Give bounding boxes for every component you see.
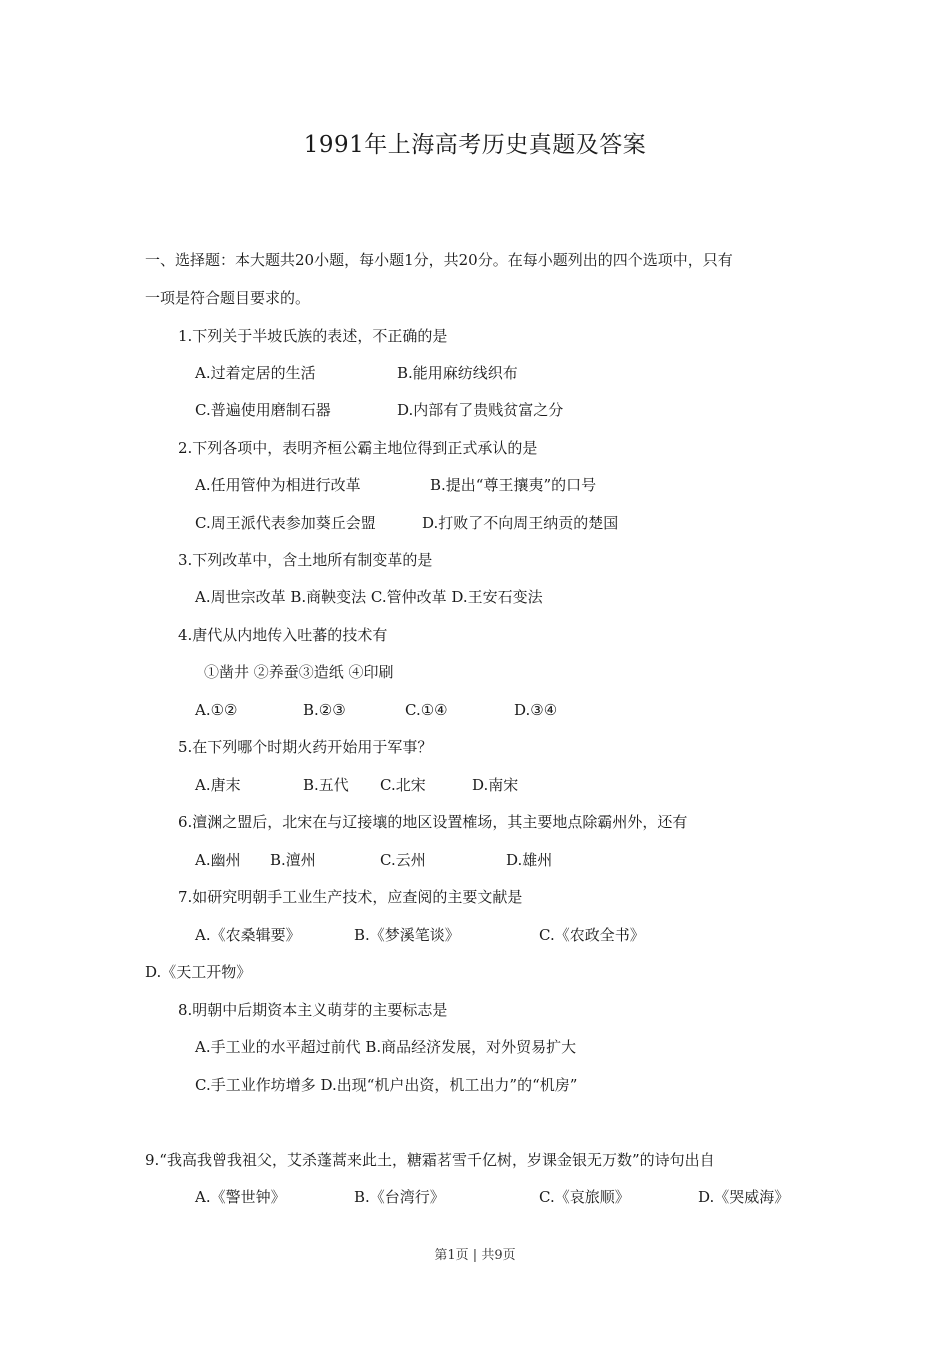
question-5-option-b: B.五代 [303, 776, 349, 794]
question-2-option-c: C.周王派代表参加葵丘会盟 [195, 514, 376, 532]
question-4-option-b: B.②③ [303, 701, 346, 719]
question-7-option-a: A.《农桑辑要》 [195, 926, 301, 944]
question-8-options-line2: C.手工业作坊增多 D.出现“机户出资，机工出力”的“机房” [195, 1076, 578, 1094]
question-9-option-c: C.《哀旅顺》 [539, 1188, 630, 1206]
question-5-option-c: C.北宋 [380, 776, 426, 794]
question-9-option-a: A.《警世钟》 [195, 1188, 286, 1206]
question-5-option-d: D.南宋 [472, 776, 519, 794]
question-8-stem: 8.明朝中后期资本主义萌芽的主要标志是 [178, 1001, 448, 1019]
question-7-stem: 7.如研究明朝手工业生产技术，应查阅的主要文献是 [178, 888, 523, 906]
question-7-option-d: D.《天工开物》 [145, 963, 252, 981]
question-5-stem: 5.在下列哪个时期火药开始用于军事？ [178, 738, 433, 756]
question-6-option-b: B.澶州 [270, 851, 316, 869]
question-4-option-a: A.①② [195, 701, 238, 719]
question-6-option-a: A.幽州 [195, 851, 241, 869]
question-3-stem: 3.下列改革中，含土地所有制变革的是 [178, 551, 433, 569]
question-8-options-line1: A.手工业的水平超过前代 B.商品经济发展，对外贸易扩大 [195, 1038, 577, 1056]
question-4-stem: 4.唐代从内地传入吐蕃的技术有 [178, 626, 388, 644]
section-instruction-line1: 一、选择题：本大题共20小题，每小题1分，共20分。在每小题列出的四个选项中，只有 [145, 251, 733, 269]
question-1-option-b: B.能用麻纺线织布 [397, 364, 518, 382]
question-9-option-d: D.《哭威海》 [698, 1188, 790, 1206]
question-7-option-c: C.《农政全书》 [539, 926, 645, 944]
page-footer: 第1页 | 共9页 [434, 1248, 516, 1263]
question-6-option-d: D.雄州 [506, 851, 553, 869]
question-4-option-d: D.③④ [514, 701, 558, 719]
question-4-items: ①凿井 ②养蚕③造纸 ④印刷 [204, 663, 394, 681]
question-1-option-c: C.普遍使用磨制石器 [195, 401, 331, 419]
section-instruction-line2: 一项是符合题目要求的。 [145, 289, 311, 307]
question-6-option-c: C.云州 [380, 851, 426, 869]
question-4-option-c: C.①④ [405, 701, 448, 719]
question-7-option-b: B.《梦溪笔谈》 [354, 926, 460, 944]
question-2-option-d: D.打败了不向周王纳贡的楚国 [422, 514, 619, 532]
question-5-option-a: A.唐末 [195, 776, 241, 794]
question-2-option-a: A.任用管仲为相进行改革 [195, 476, 361, 494]
question-2-option-b: B.提出“尊王攘夷”的口号 [430, 476, 597, 494]
page-title: 1991年上海高考历史真题及答案 [303, 132, 647, 158]
question-1-option-a: A.过着定居的生活 [195, 364, 316, 382]
question-6-stem: 6.澶渊之盟后，北宋在与辽接壤的地区设置榷场，其主要地点除霸州外，还有 [178, 813, 688, 831]
question-1-option-d: D.内部有了贵贱贫富之分 [397, 401, 564, 419]
question-9-stem: 9.“我高我曾我祖父，艾杀蓬蒿来此土，糖霜茗雪千亿树，岁课金银无万数”的诗句出自 [145, 1151, 715, 1169]
question-9-option-b: B.《台湾行》 [354, 1188, 445, 1206]
question-3-options: A.周世宗改革 B.商鞅变法 C.管仲改革 D.王安石变法 [195, 588, 543, 606]
question-1-stem: 1.下列关于半坡氏族的表述，不正确的是 [178, 327, 448, 345]
question-2-stem: 2.下列各项中，表明齐桓公霸主地位得到正式承认的是 [178, 439, 538, 457]
